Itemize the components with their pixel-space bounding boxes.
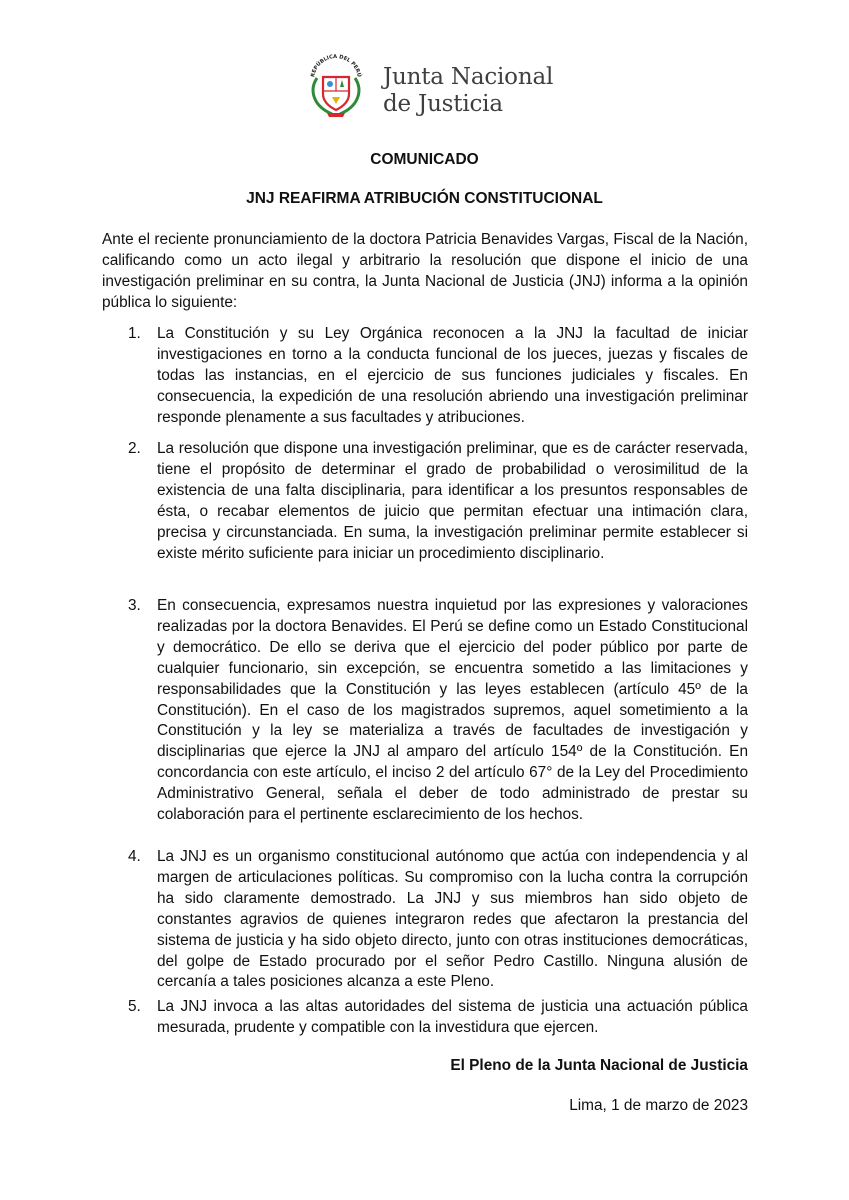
list-item-number: 5.: [128, 998, 141, 1015]
svg-text:REPÚBLICA DEL PERÚ: REPÚBLICA DEL PERÚ: [310, 53, 362, 78]
intro-paragraph: Ante el reciente pronunciamiento de la doctora Patricia Benavides Vargas, Fiscal de la Nación, calificando como un acto ilegal y arbitrario la resolución que dispone el inicio de una investigación preliminar en su contra, la Junta Nacional de Justicia (JNJ) informa a la opinión pública lo siguiente:: [102, 231, 748, 311]
organization-name-line1: Junta Nacional: [383, 64, 554, 90]
list-item-text: En consecuencia, expresamos nuestra inquietud por las expresiones y valoraciones realizadas por la doctora Benavides. El Perú se define como un Estado Constitucional y democrático. De ello se deriva que el ejercicio del poder público por parte de cualquier funcionario, sin excepción, se encuentra sometido a las limitaciones y responsabilidades que la Constitución y las leyes establecen (artículo 45º de la Constitución). En el caso de los magistrados supremos, aquel sometimiento a la Constitución y la ley se materializa a través de facultades de investigación y disciplinarias que ejerce la JNJ al amparo del artículo 154º de la Constitución. En concordancia con este artículo, el inciso 2 del artículo 67° de la Ley del Procedimiento Administrativo General, señala el deber de todo administrado de prestar su colaboración para el pertinente esclarecimiento de los hechos.: [157, 597, 748, 824]
date-line: Lima, 1 de marzo de 2023: [569, 1097, 748, 1114]
organization-name-line2: de Justicia: [383, 91, 503, 117]
organization-name: [383, 64, 553, 118]
list-item-text: La JNJ es un organismo constitucional autónomo que actúa con independencia y al margen de articulaciones políticas. Su compromiso con la lucha contra la corrupción ha sido claramente demostrado. La JNJ y sus miembros han sido objeto de constantes agravios de quienes integraron redes que afectaron la prestancia del sistema de justicia y ha sido objeto directo, junto con otras instituciones democráticas, del golpe de Estado procurado por el señor Pedro Castillo. Ninguna alusión de cercanía a tales posiciones alcanza a este Pleno.: [157, 848, 748, 991]
list-item-number: 2.: [128, 440, 141, 457]
list-item-text: La resolución que dispone una investigación preliminar, que es de carácter reservada, tiene el propósito de determinar el grado de probabilidad o verosimilitud de la existencia de una falta disciplinaria, para identificar a los presuntos responsables de ésta, o recabar elementos de juicio que permitan efectuar una intimación clara, precisa y circunstanciada. En suma, la investigación preliminar permite establecer si existe mérito suficiente para iniciar un procedimiento disciplinario.: [157, 440, 748, 562]
document-subheading: JNJ REAFIRMA ATRIBUCIÓN CONSTITUCIONAL: [246, 190, 603, 207]
national-coat-of-arms-icon: [305, 50, 367, 120]
signature: El Pleno de la Junta Nacional de Justicia: [450, 1057, 748, 1074]
list-item-number: 1.: [128, 325, 141, 342]
document-heading: COMUNICADO: [370, 151, 479, 168]
list-item-number: 3.: [128, 597, 141, 614]
list-item-text: La JNJ invoca a las altas autoridades del sistema de justicia una actuación pública mesurada, prudente y compatible con la investidura que ejercen.: [157, 998, 748, 1036]
letterhead: [305, 50, 565, 122]
list-item-number: 4.: [128, 848, 141, 865]
list-item-text: La Constitución y su Ley Orgánica reconocen a la JNJ la facultad de iniciar investigaciones en torno a la conducta funcional de los jueces, juezas y fiscales de todas las instancias, en el ejercicio de sus funciones judiciales y fiscales. En consecuencia, la expedición de una resolución abriendo una investigación preliminar responde plenamente a sus facultades y atribuciones.: [157, 325, 748, 426]
